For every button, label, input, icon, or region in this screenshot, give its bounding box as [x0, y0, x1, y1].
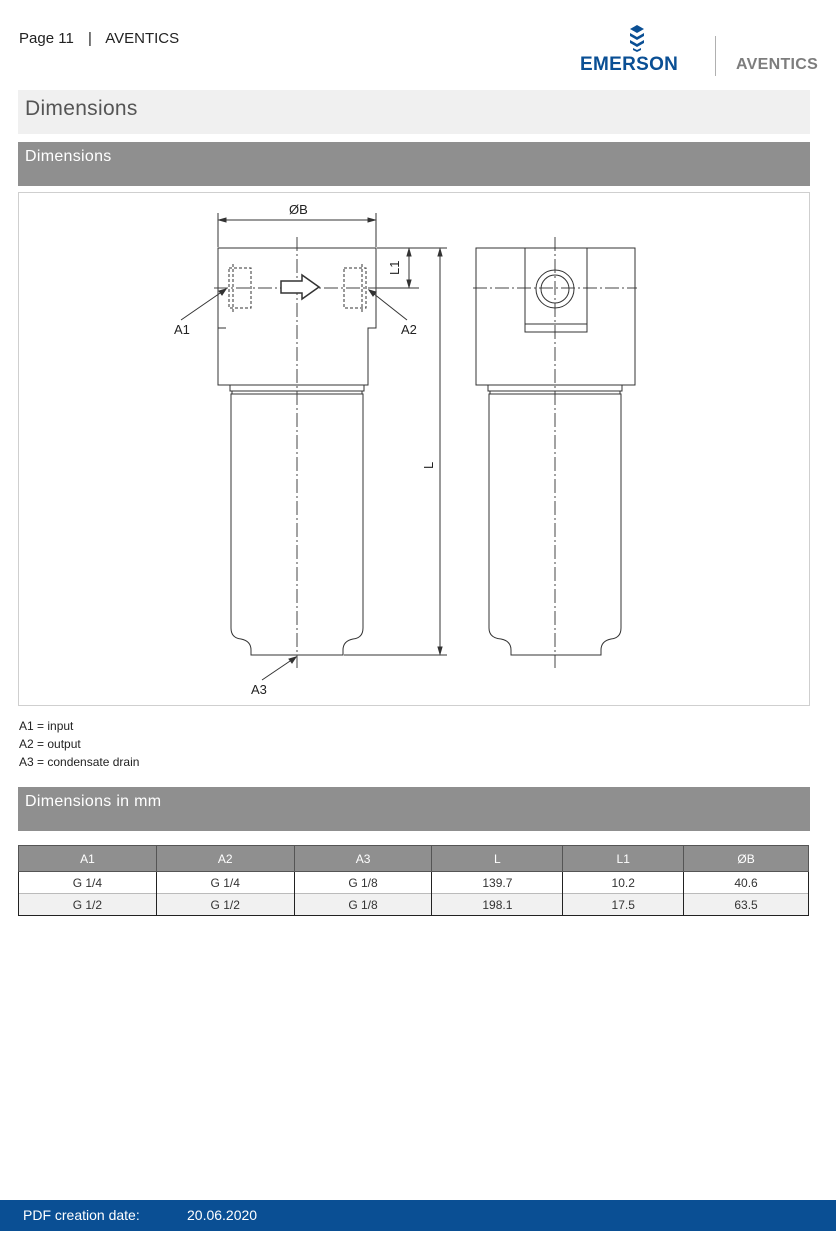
table-cell: G 1/4 [156, 872, 294, 894]
aventics-logo: AVENTICS [736, 56, 819, 73]
port-label-a3: A3 [251, 682, 267, 697]
table-cell: 10.2 [563, 872, 684, 894]
table-cell: G 1/8 [294, 872, 432, 894]
footer-creation-date: 20.06.2020 [187, 1207, 258, 1223]
column-header: L1 [563, 846, 684, 872]
table-cell: 17.5 [563, 894, 684, 916]
page-title: Dimensions [18, 90, 810, 134]
table-header-row [19, 846, 809, 872]
header-separator: | [87, 30, 92, 47]
legend-item: A2 = output [19, 737, 81, 751]
table-section-header: Dimensions in mm [18, 787, 810, 831]
column-header: A2 [156, 846, 294, 872]
table-cell: G 1/8 [294, 894, 432, 916]
table-cell: G 1/4 [19, 872, 157, 894]
column-header: A1 [19, 846, 157, 872]
column-header: ØB [684, 846, 809, 872]
table-cell: G 1/2 [19, 894, 157, 916]
page-label: Page [19, 30, 55, 47]
drawing-svg [19, 193, 811, 707]
port-label-a2: A2 [401, 322, 417, 337]
table-cell: 40.6 [684, 872, 809, 894]
page-header [19, 30, 179, 47]
technical-drawing [18, 192, 810, 706]
logo-divider [715, 36, 716, 76]
dimensions-table [18, 845, 809, 916]
dim-label-diameter: ØB [289, 202, 308, 217]
footer-creation-label: PDF creation date: [23, 1207, 140, 1223]
table-cell: 139.7 [432, 872, 563, 894]
table-cell: G 1/2 [156, 894, 294, 916]
dim-label-length: L [421, 461, 436, 469]
flow-arrow [281, 275, 319, 299]
legend-item: A3 = condensate drain [19, 755, 140, 769]
column-header: L [432, 846, 563, 872]
table-row [19, 872, 809, 894]
emerson-mark-icon [624, 24, 650, 54]
port-legend [19, 717, 139, 771]
port-label-a1: A1 [174, 322, 190, 337]
legend-item: A1 = input [19, 719, 74, 733]
table-cell: 198.1 [432, 894, 563, 916]
emerson-logo [580, 24, 695, 76]
front-coupling-ring [230, 385, 364, 391]
column-header: A3 [294, 846, 432, 872]
footer-bar [0, 1200, 836, 1231]
header-brand: AVENTICS [105, 30, 180, 47]
emerson-wordmark: EMERSON [580, 54, 679, 75]
table-cell: 63.5 [684, 894, 809, 916]
drawing-section-header: Dimensions [18, 142, 810, 186]
dim-label-l1: L1 [387, 260, 402, 275]
page-number: 11 [58, 30, 74, 47]
table-row [19, 894, 809, 916]
side-port-block [525, 248, 587, 332]
